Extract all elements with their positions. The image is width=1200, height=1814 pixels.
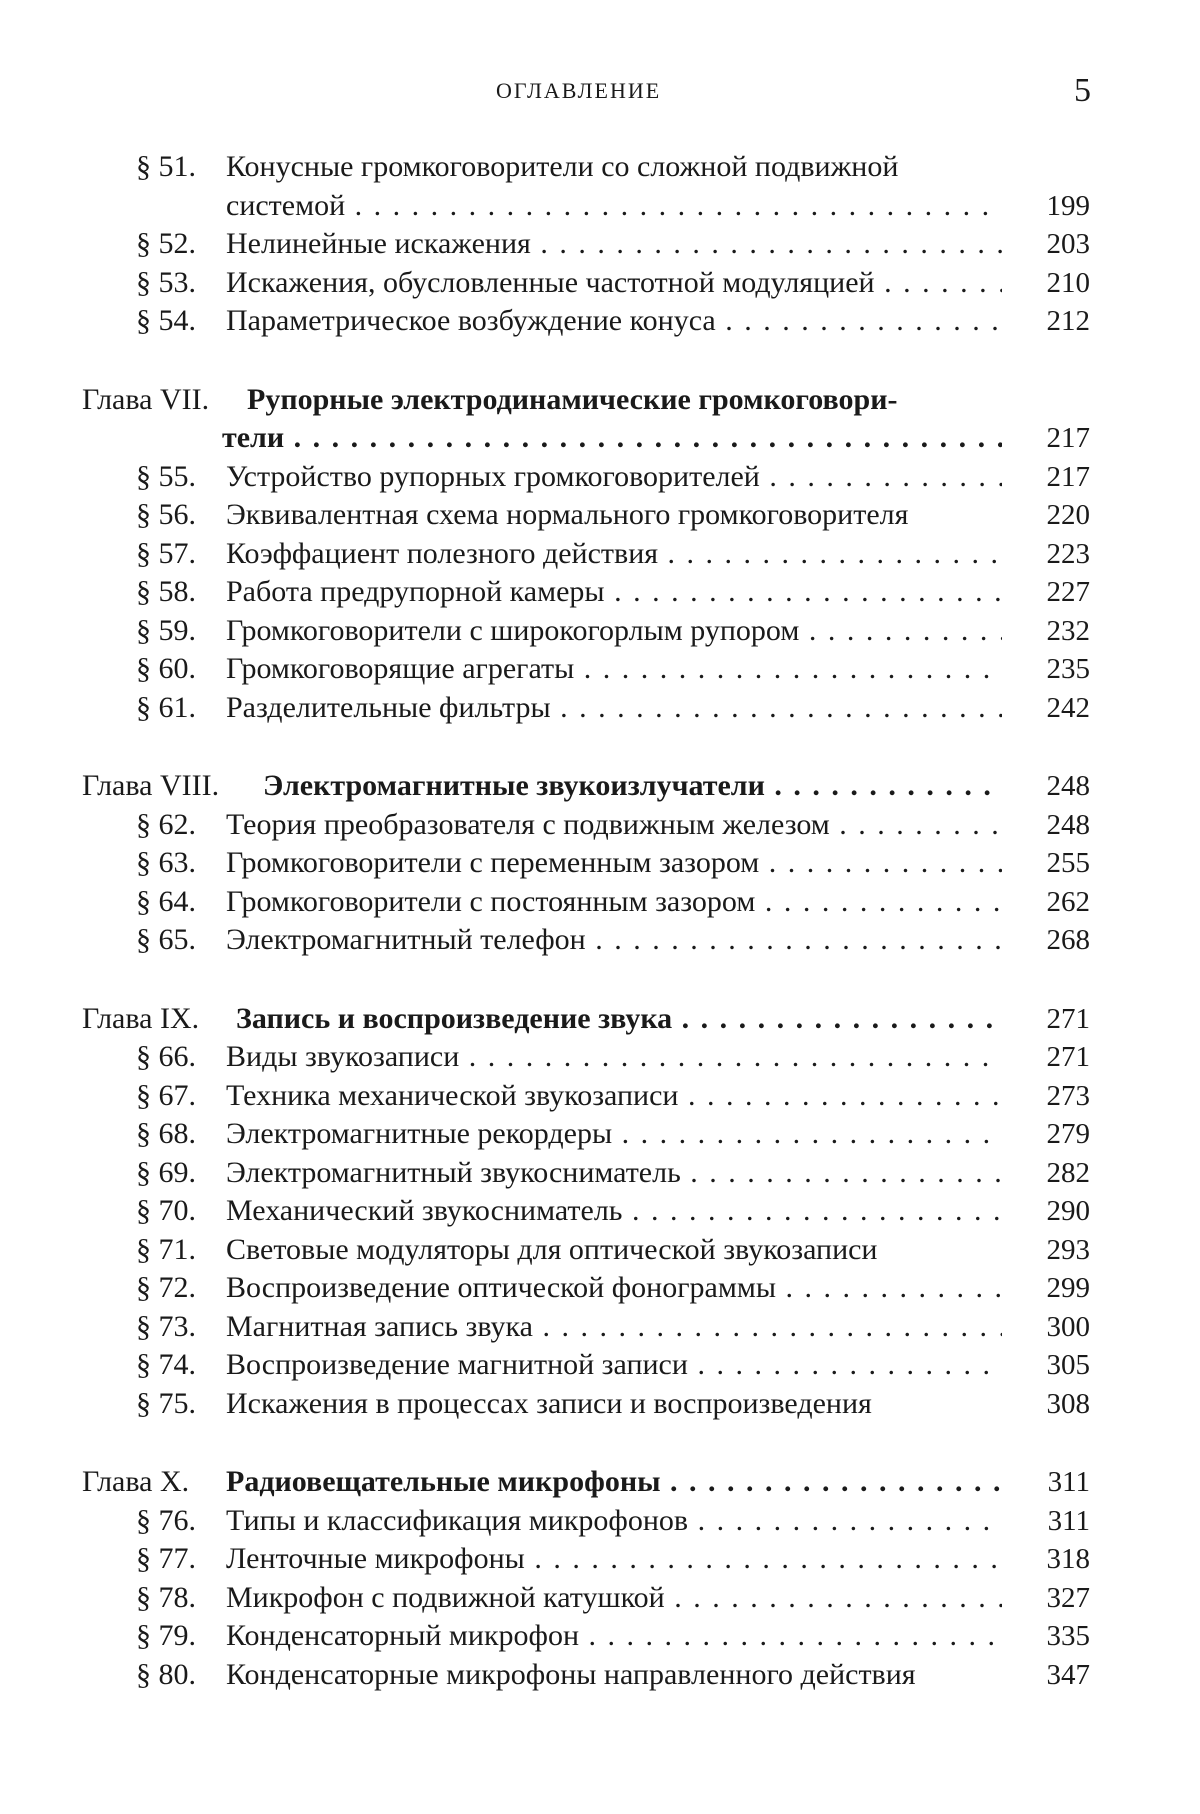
entry-number: § 79. xyxy=(136,1619,196,1652)
entry-number: § 66. xyxy=(136,1040,196,1073)
toc-chapter-8 xyxy=(0,767,1200,806)
entry-page: 248 xyxy=(1046,808,1090,841)
entry-title: Работа предрупорной камеры . . . xyxy=(226,573,1002,612)
entry-number: § 74. xyxy=(136,1348,196,1381)
entry-page: 311 xyxy=(1047,1504,1090,1537)
chapter-number: Глава IX. xyxy=(82,1001,200,1035)
entry-number: § 51. xyxy=(136,150,196,183)
entry-page: 327 xyxy=(1046,1581,1090,1614)
entry-number: § 52. xyxy=(136,227,196,260)
entry-title: Устройство рупорных громкоговорителей . . . xyxy=(226,458,1002,497)
toc-entry-sec75 xyxy=(0,1385,1200,1424)
chapter-number: Глава VII. xyxy=(82,382,210,416)
chapter-number: Глава X. xyxy=(82,1465,190,1498)
entry-page: 308 xyxy=(1046,1387,1090,1420)
entry-title: Виды звукозаписи . . . xyxy=(226,1038,1002,1077)
entry-page: 242 xyxy=(1046,691,1090,724)
entry-title: Коэффациент полезного действия . . . xyxy=(226,535,1002,574)
toc-group-ch8 xyxy=(0,767,1200,960)
entry-page: 268 xyxy=(1046,924,1090,956)
entry-page: 318 xyxy=(1046,1543,1090,1575)
entry-number: § 77. xyxy=(136,1542,196,1575)
entry-page: 347 xyxy=(1046,1658,1090,1691)
entry-title: Конденсаторный микрофон . . . xyxy=(226,1617,1002,1656)
entry-number: § 53. xyxy=(136,265,196,299)
toc-entry-sec66 xyxy=(0,1038,1200,1077)
entry-page: 199 xyxy=(1046,189,1090,222)
entry-number: § 55. xyxy=(136,459,196,493)
entry-title: Конденсаторные микрофоны направленного действия xyxy=(226,1657,916,1691)
entry-page: 255 xyxy=(1046,847,1090,879)
entry-number: § 65. xyxy=(136,923,196,956)
toc-entry-sec71 xyxy=(0,1231,1200,1270)
entry-page: 262 xyxy=(1046,885,1090,918)
entry-page: 300 xyxy=(1046,1310,1090,1343)
entry-page: 227 xyxy=(1046,576,1090,608)
running-title: ОГЛАВЛЕНИЕ xyxy=(496,78,662,103)
toc-entry-sec76 xyxy=(0,1502,1200,1541)
chapter-page: 271 xyxy=(1046,1002,1090,1035)
entry-number: § 71. xyxy=(136,1232,196,1266)
entry-number: § 57. xyxy=(136,536,196,570)
entry-title: Конусные громкоговорители со сложной подвижной xyxy=(226,150,899,183)
entry-page: 273 xyxy=(1046,1079,1090,1112)
entry-title: Воспроизведение оптической фонограммы . . . xyxy=(226,1269,1002,1308)
entry-title: Техника механической звукозаписи . . . xyxy=(226,1077,1002,1116)
toc-entry-sec61 xyxy=(0,689,1200,728)
entry-number: § 78. xyxy=(136,1580,196,1614)
toc-entry-sec55 xyxy=(0,458,1200,497)
toc-entry-sec70 xyxy=(0,1192,1200,1231)
page-number: 5 xyxy=(1074,72,1091,109)
entry-title: Нелинейные искажения . . . xyxy=(226,225,1002,264)
entry-title: Световые модуляторы для оптической звукозаписи xyxy=(226,1232,878,1266)
toc-chapter-7 xyxy=(0,381,1200,420)
toc-entry-sec54 xyxy=(0,302,1200,341)
toc-entry-sec57 xyxy=(0,535,1200,574)
entry-title: Разделительные фильтры . . . xyxy=(226,689,1002,728)
toc-entry-sec56 xyxy=(0,496,1200,535)
toc-entry-sec79 xyxy=(0,1617,1200,1656)
entry-number: § 70. xyxy=(136,1194,196,1227)
entry-page: 335 xyxy=(1046,1620,1090,1652)
entry-title-cont: системой . . . xyxy=(226,187,1002,226)
chapter-page: 311 xyxy=(1047,1466,1090,1498)
toc-entry-sec60 xyxy=(0,650,1200,689)
table-of-contents xyxy=(0,148,1200,1734)
entry-title: Микрофон с подвижной катушкой . . . xyxy=(226,1579,1002,1618)
entry-title: Типы и классификация микрофонов . . . xyxy=(226,1502,1002,1541)
entry-page: 279 xyxy=(1046,1118,1090,1150)
toc-entry-sec58 xyxy=(0,573,1200,612)
entry-number: § 67. xyxy=(136,1078,196,1112)
toc-entry-sec67 xyxy=(0,1077,1200,1116)
toc-chapter-7-cont xyxy=(0,419,1200,458)
entry-number: § 72. xyxy=(136,1271,196,1304)
entry-number: § 62. xyxy=(136,807,196,841)
toc-entry-sec74 xyxy=(0,1346,1200,1385)
toc-entry-sec64 xyxy=(0,883,1200,922)
entry-page: 293 xyxy=(1046,1233,1090,1266)
entry-page: 305 xyxy=(1046,1349,1090,1381)
entry-title: Громкоговорящие агрегаты . . . xyxy=(226,650,1002,689)
toc-group-ch9 xyxy=(0,1000,1200,1424)
entry-number: § 75. xyxy=(136,1386,196,1420)
entry-number: § 64. xyxy=(136,884,196,918)
toc-group-ch6-tail xyxy=(0,148,1200,341)
toc-entry-sec59 xyxy=(0,612,1200,651)
chapter-title-cont: тели . . . xyxy=(222,419,1002,458)
toc-entry-sec80 xyxy=(0,1656,1200,1695)
toc-entry-sec51 xyxy=(0,148,1200,187)
toc-entry-sec53 xyxy=(0,264,1200,303)
entry-title: Электромагнитный звукосниматель . . . xyxy=(226,1154,1002,1193)
entry-number: § 80. xyxy=(136,1657,196,1691)
entry-page: 212 xyxy=(1046,305,1090,337)
entry-title: Искажения в процессах записи и воспроизведения xyxy=(226,1386,872,1420)
entry-number: § 54. xyxy=(136,304,196,337)
entry-page: 220 xyxy=(1046,499,1090,531)
entry-page: 203 xyxy=(1046,228,1090,260)
entry-page: 232 xyxy=(1046,614,1090,647)
entry-page: 282 xyxy=(1046,1156,1090,1189)
chapter-title: Электромагнитные звукоизлучатели . . . xyxy=(263,767,1002,806)
toc-entry-sec63 xyxy=(0,844,1200,883)
chapter-title: Радиовещательные микрофоны . . . xyxy=(226,1463,1002,1502)
entry-page: 217 xyxy=(1046,460,1090,493)
entry-page: 290 xyxy=(1046,1195,1090,1227)
chapter-page: 248 xyxy=(1046,770,1090,802)
entry-number: § 69. xyxy=(136,1155,196,1189)
entry-title: Электромагнитный телефон . . . xyxy=(226,921,1002,960)
toc-chapter-10 xyxy=(0,1463,1200,1502)
entry-title: Воспроизведение магнитной записи . . . xyxy=(226,1346,1002,1385)
entry-page: 271 xyxy=(1046,1041,1090,1073)
entry-title: Параметрическое возбуждение конуса . . . xyxy=(226,302,1002,341)
toc-entry-sec52 xyxy=(0,225,1200,264)
toc-entry-sec78 xyxy=(0,1579,1200,1618)
entry-number: § 60. xyxy=(136,652,196,685)
entry-number: § 68. xyxy=(136,1117,196,1150)
entry-title: Механический звукосниматель . . . xyxy=(226,1192,1002,1231)
toc-chapter-9 xyxy=(0,1000,1200,1039)
entry-title: Ленточные микрофоны . . . xyxy=(226,1540,1002,1579)
toc-group-ch10 xyxy=(0,1463,1200,1694)
running-head xyxy=(0,72,1200,112)
toc-entry-sec51-cont xyxy=(0,187,1200,226)
entry-number: § 59. xyxy=(136,613,196,647)
entry-page: 223 xyxy=(1046,537,1090,570)
entry-number: § 63. xyxy=(136,846,196,879)
toc-entry-sec62 xyxy=(0,806,1200,845)
entry-number: § 58. xyxy=(136,575,196,608)
entry-title: Магнитная запись звука . . . xyxy=(226,1308,1002,1347)
toc-entry-sec73 xyxy=(0,1308,1200,1347)
entry-title: Теория преобразователя с подвижным железом . . . xyxy=(226,806,1002,845)
entry-page: 210 xyxy=(1046,266,1090,299)
toc-group-ch7 xyxy=(0,381,1200,728)
entry-number: § 76. xyxy=(136,1503,196,1537)
entry-number: § 61. xyxy=(136,690,196,724)
toc-entry-sec69 xyxy=(0,1154,1200,1193)
entry-page: 235 xyxy=(1046,653,1090,685)
entry-title: Эквивалентная схема нормального громкоговорителя xyxy=(226,498,909,531)
entry-title: Громкоговорители с переменным зазором . . . xyxy=(226,844,1002,883)
toc-entry-sec72 xyxy=(0,1269,1200,1308)
entry-page: 299 xyxy=(1046,1272,1090,1304)
entry-title: Громкоговорители с широкогорлым рупором . . . xyxy=(226,612,1002,651)
chapter-page: 217 xyxy=(1046,422,1090,454)
chapter-title: Запись и воспроизведение звука . . . xyxy=(236,1000,1002,1039)
entry-title: Электромагнитные рекордеры . . . xyxy=(226,1115,1002,1154)
toc-entry-sec77 xyxy=(0,1540,1200,1579)
toc-entry-sec68 xyxy=(0,1115,1200,1154)
chapter-title: Рупорные электродинамические громкоговори- xyxy=(247,382,898,416)
entry-title: Искажения, обусловленные частотной модуляцией . . . xyxy=(226,264,1002,303)
entry-number: § 56. xyxy=(136,498,196,531)
entry-title: Громкоговорители с постоянным зазором . . . xyxy=(226,883,1002,922)
toc-entry-sec65 xyxy=(0,921,1200,960)
chapter-number: Глава VIII. xyxy=(82,769,220,802)
entry-number: § 73. xyxy=(136,1309,196,1343)
